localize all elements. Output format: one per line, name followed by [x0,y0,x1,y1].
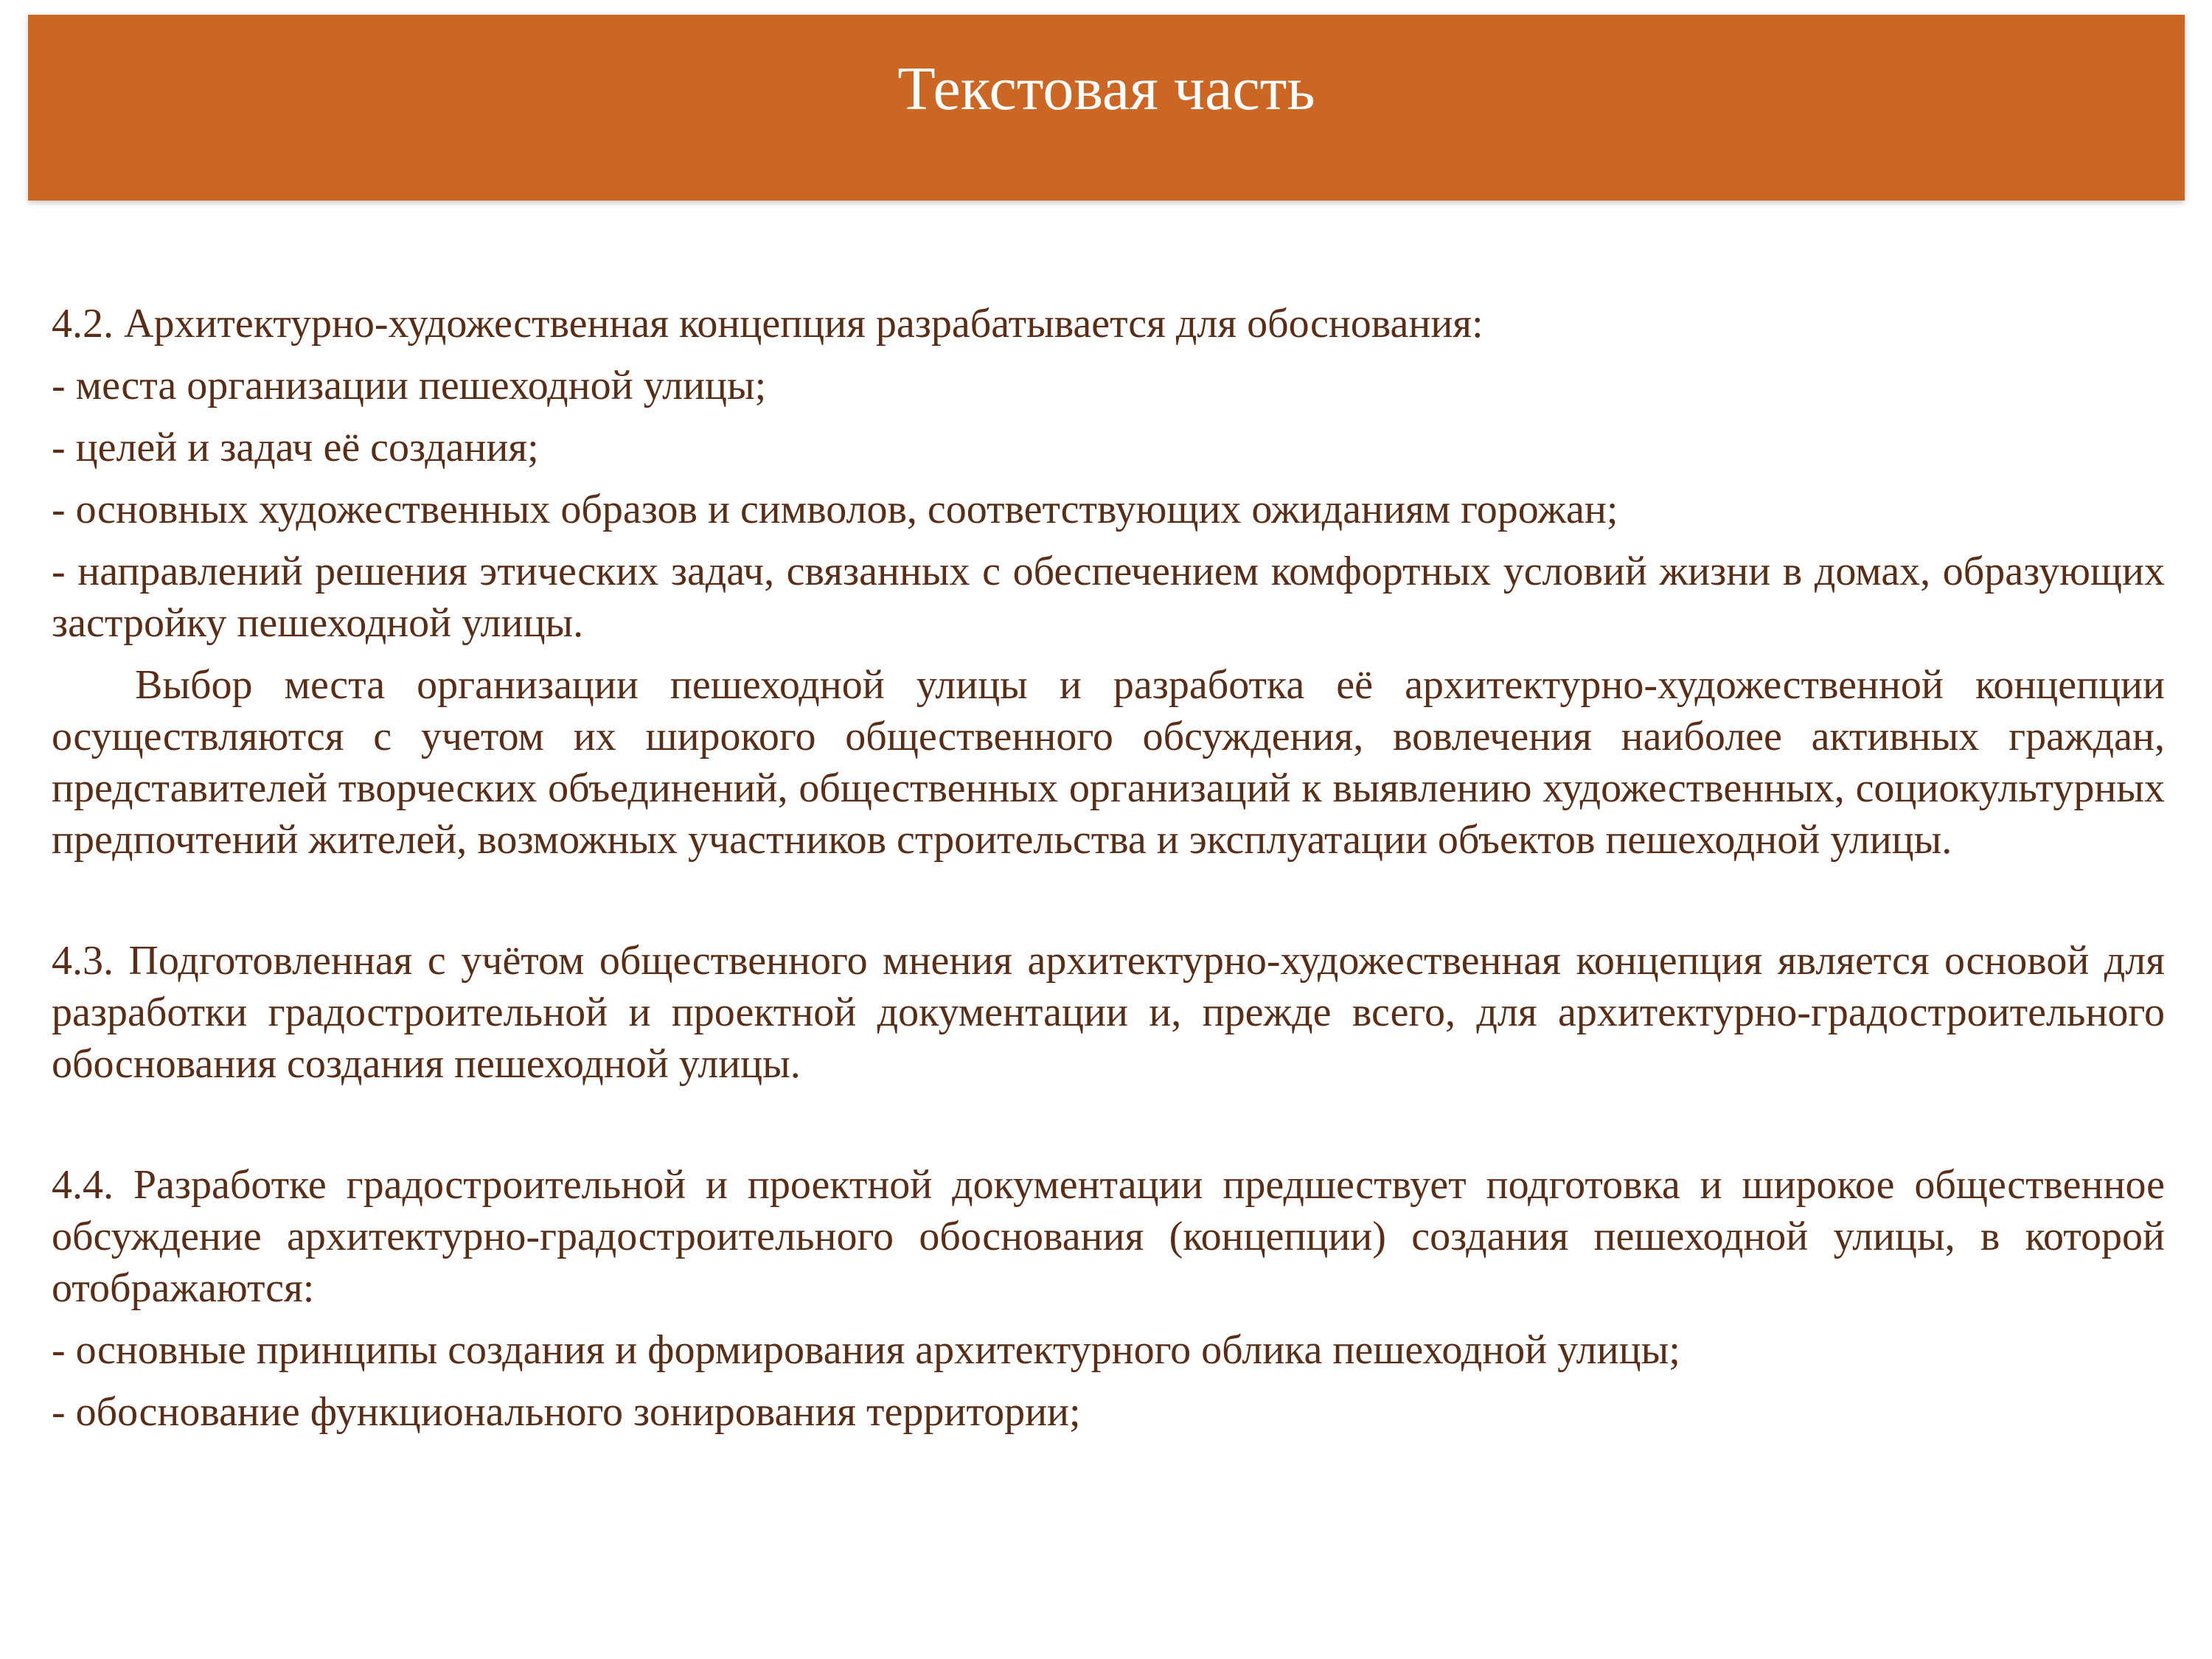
slide-title: Текстовая часть [897,55,1315,123]
list-item: - места организации пешеходной улицы; [52,363,767,408]
section-4-2-intro: 4.2. Архитектурно-художественная концепция разрабатывается для обоснования: [52,301,1484,347]
slide-body [52,298,2165,1438]
title-bar [28,15,2185,201]
list-item: - целей и задач её создания; [52,425,539,470]
section-4-4-intro: 4.4. Разработке градостроительной и проектной документации предшествует подготовка и широкое общественное обсуждение архитектурно-градостроительного обоснования (концепции) создания пешеходной улицы, в которой отображаются: [52,1162,2165,1311]
list-item: - основных художественных образов и символов, соответствующих ожиданиям горожан; [52,487,1618,532]
section-4-3-text: 4.3. Подготовленная с учётом общественного мнения архитектурно-художественная концепция является основой для разработки градостроительной и проектной документации и, прежде всего, для архитектурно-градостроительного обоснования создания пешеходной улицы. [52,938,2165,1087]
list-item: - основные принципы создания и формирования архитектурного облика пешеходной улицы; [52,1327,1680,1373]
list-item: - направлений решения этических задач, связанных с обеспечением комфортных условий жизни в домах, образующих застройку пешеходной улицы. [52,549,2165,646]
list-item: - обоснование функционального зонирования территории; [52,1389,1081,1435]
section-4-2-paragraph: Выбор места организации пешеходной улицы и разработка её архитектурно-художественной концепции осуществляются с учетом их широкого общественного обсуждения, вовлечения наиболее активных граждан, представителей творческих объединений, общественных организаций к выявлению художественных, социокультурных предпочтений жителей, возможных участников строительства и эксплуатации объектов пешеходной улицы. [52,662,2165,863]
